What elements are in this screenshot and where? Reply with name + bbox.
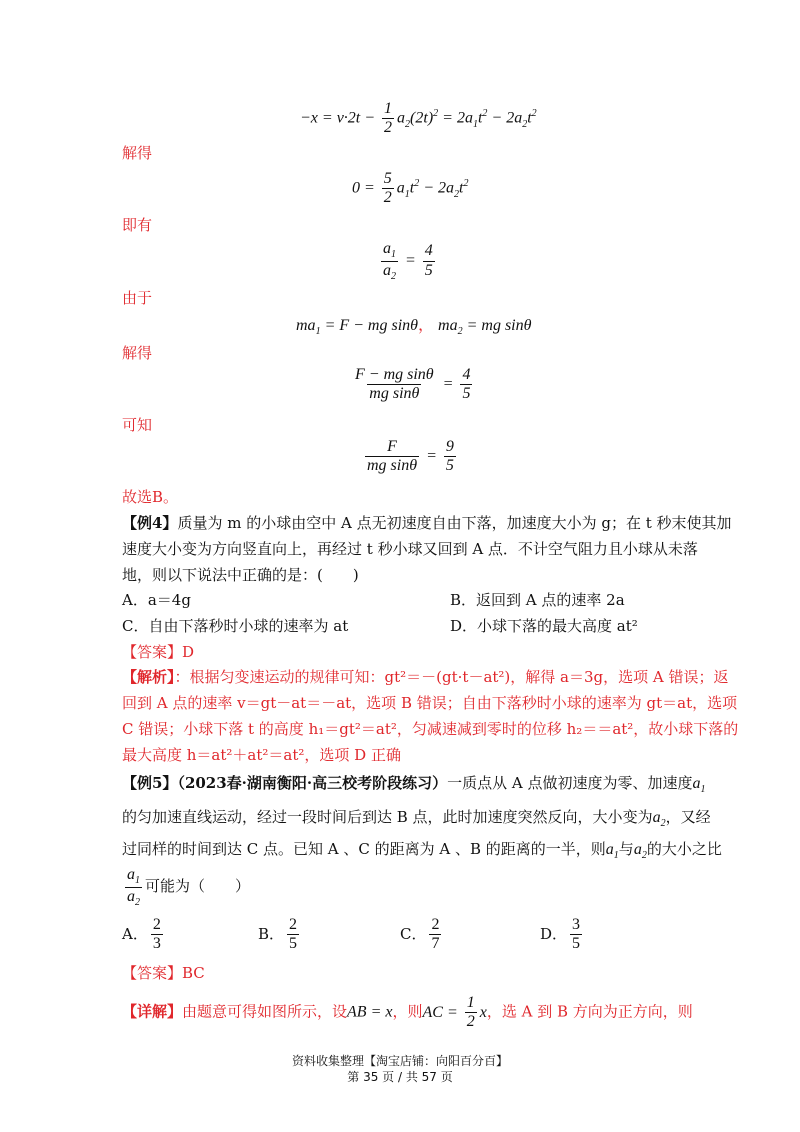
- label-jiyou: 即有: [122, 216, 153, 234]
- example4-line2: 速度大小变为方向竖直向上，再经过 t 秒小球又回到 A 点．不计空气阻力且小球从未落: [122, 540, 698, 558]
- example4-option-d: D．小球下落的最大高度 at²: [450, 617, 638, 635]
- example4-line1: 【例4】质量为 m 的小球由空中 A 点无初速度自由下落，加速度大小为 g；在 t 秒末使其加: [122, 514, 732, 532]
- example5-option-a: A． $\frac{2}{3}$: [122, 916, 161, 953]
- example5-line2: 的匀加速直线运动，经过一段时间后到达 B 点，此时加速度突然反向，大小变为$a_2$，又经: [122, 808, 711, 830]
- label-jiede-1: 解得: [122, 144, 153, 162]
- equation-forces: $ma_1 = F$ − mg sinθ， $ma_2$ = mg sinθ: [296, 317, 532, 338]
- example4-option-a: A．a＝4g: [122, 591, 191, 609]
- example4-answer: 【答案】D: [122, 643, 195, 661]
- label-youyu: 由于: [122, 289, 153, 307]
- example5-answer: 【答案】BC: [122, 964, 205, 982]
- example5-line3: 过同样的时间到达 C 点。已知 A 、C 的距离为 A 、B 的距离的一半，则$a_1$与$a_2$的大小之比: [122, 840, 722, 862]
- equation-ratio: $\frac{a_1}{a_2}$ = $\frac{4}{5}$: [383, 240, 433, 282]
- footer-page-number: 第 35 页 / 共 57 页: [347, 1070, 453, 1084]
- example5-line4: $\frac{a_1}{a_2}$ 可能为（ ）: [127, 866, 251, 908]
- example5-option-c: C． $\frac{2}{7}$: [400, 916, 440, 953]
- example4-option-b: B．返回到 A 点的速率 2a: [450, 591, 625, 609]
- example5-tag: 【例5】: [122, 774, 178, 792]
- example5-line1: 【例5】（2023春·湖南衡阳·高三校考阶段练习）一质点从 A 点做初速度为零、加速度$a_1$: [122, 774, 706, 796]
- example4-tag: 【例4】: [122, 514, 178, 532]
- example4-analysis-line4: 最大高度 h＝at²＋at²＝at²，选项 D 正确: [122, 746, 401, 764]
- equation-displacement: −x = v·2t − $\frac{1}{2}$ $a_2(2t)^2 = 2a_1t^2 - 2a_2t^2$: [300, 100, 537, 137]
- equation-force-ratio: $\frac{\text{F − mg sinθ}}{\text{mg sinθ}}$ = $\frac{4}{5}$: [355, 366, 471, 403]
- footer-store: 资料收集整理【淘宝店铺：向阳百分百】: [291, 1054, 508, 1068]
- example4-analysis-line1: 【解析】：根据匀变速运动的规律可知：gt²＝－(gt·t－at²)，解得 a＝3g，选项 A 错误；返: [122, 668, 729, 686]
- example4-analysis-line2: 回到 A 点的速率 v＝gt－at＝－at，选项 B 错误；自由下落秒时小球的速率为 gt＝at，选项: [122, 694, 738, 712]
- example4-option-c: C．自由下落秒时小球的速率为 at: [122, 617, 349, 635]
- example5-detail-line1: 【详解】由题意可得如图所示，设AB = x，则AC = $\frac{1}{2}$ x，选 A 到 B 方向为正方向，则: [122, 994, 693, 1031]
- label-kezhi: 可知: [122, 416, 153, 434]
- example5-source: （2023春·湖南衡阳·高三校考阶段练习）: [177, 774, 448, 792]
- equation-f-ratio: $\frac{F}{\text{mg sinθ}}$ = $\frac{9}{5}$: [367, 438, 454, 475]
- conclusion-choose-b: 故选B。: [122, 488, 179, 506]
- example4-analysis-line3: C 错误；小球下落 t 的高度 h₁＝gt²＝at²，匀减速减到零时的位移 h₂＝＝at²，故小球下落的: [122, 720, 739, 738]
- label-jiede-2: 解得: [122, 344, 153, 362]
- example5-option-d: D． $\frac{3}{5}$: [540, 916, 581, 953]
- equation-zero: 0 = $\frac{5}{2}$ $a_1t^2 - 2a_2t^2$: [352, 170, 469, 207]
- example5-option-b: B． $\frac{2}{5}$: [258, 916, 298, 953]
- example4-line3: 地，则以下说法中正确的是：( ): [122, 566, 359, 584]
